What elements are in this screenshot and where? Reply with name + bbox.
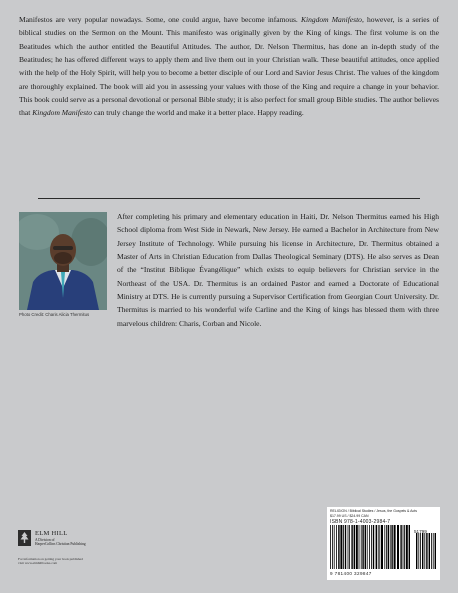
barcode-bar [406, 525, 408, 569]
bisac-category: RELIGION / Biblical Studies / Jesus, the Gospels & Acts [330, 509, 417, 513]
barcode-bar [376, 525, 377, 569]
barcode-addon-bar [424, 533, 425, 569]
barcode-bar [336, 525, 337, 569]
barcode-bar [354, 525, 355, 569]
barcode-bar [386, 525, 387, 569]
barcode-bar [361, 525, 362, 569]
barcode-bar [373, 525, 374, 569]
barcode-bar [332, 525, 333, 569]
barcode-bar [379, 525, 380, 569]
photo-credit: Photo Credit: Charis Alicia Thermitus [19, 312, 90, 317]
barcode-bar [348, 525, 349, 569]
barcode-bar [390, 525, 391, 569]
barcode-bar [330, 525, 331, 569]
barcode-bar [403, 525, 404, 569]
isbn-number: ISBN 978-1-4003-2984-7 [330, 519, 391, 525]
barcode-bar [338, 525, 339, 569]
barcode-bar [388, 525, 389, 569]
back-cover-blurb [19, 13, 439, 120]
barcode-addon-bar [426, 533, 427, 569]
barcode-bar [349, 525, 350, 569]
publisher-name: ELM HILL [35, 530, 68, 537]
barcode-bar [404, 525, 405, 569]
barcode-bar [381, 525, 383, 569]
barcode-addon-bar [422, 533, 423, 569]
barcode-bar [359, 525, 360, 569]
barcode-addon: 51799 [414, 529, 427, 534]
barcode-bar [365, 525, 366, 569]
blurb-text-1: Manifestos are very popular nowadays. Some, one could argue, have become infamous. [19, 15, 301, 24]
publisher-info: For information on getting your book published visit www.elmhillbooks.com [18, 557, 83, 565]
isbn-barcode [327, 507, 440, 580]
barcode-addon-bar [431, 533, 432, 569]
barcode-addon-bar [433, 533, 434, 569]
barcode-bar [343, 525, 344, 569]
barcode-bar [371, 525, 372, 569]
book-title: Kingdom Manifesto [300, 15, 362, 24]
photo-wrap-space [19, 210, 117, 380]
barcode-addon-bar [420, 533, 421, 569]
barcode-addon-bar [429, 533, 430, 569]
price: $17.99 US / $24.99 CAN [330, 514, 369, 518]
barcode-digits: 9 781400 329847 [330, 571, 372, 576]
barcode-bar [369, 525, 370, 569]
author-bio [19, 210, 439, 380]
barcode-bar [351, 525, 352, 569]
barcode-bar [397, 525, 399, 569]
blurb-text-3: can truly change the world and make it a better place. Happy reading. [91, 108, 304, 118]
elm-hill-logo-icon [18, 530, 31, 546]
barcode-bar [394, 525, 396, 569]
barcode-bar [409, 525, 410, 569]
barcode-bar [391, 525, 392, 569]
barcode-addon-bar [418, 533, 419, 569]
barcode-bar [400, 525, 401, 569]
publisher-division: A Division of HarperCollins Christian Publishing [35, 538, 86, 547]
barcode-addon-bar [435, 533, 436, 569]
barcode-bar [356, 525, 358, 569]
book-title: Kingdom Manifesto [32, 108, 92, 118]
author-bio-text: After completing his primary and elementary education in Haiti, Dr. Nelson Thermitus earned his High School diploma from West Side in Newark, New Jersey. He earned a Bachelor in Architecture from New Jersey Institute of Technology. While pursuing his license in Architecture, Dr. Thermitus obtained a Master of Arts in Christian Education from Dallas Theological Seminary (DTS). He also serves as Dean of the “Institut Biblique Évangélique” which exists to equip believers for Christian service in the Northeast of the USA. Dr. Thermitus is an ordained Pastor and earned a Doctorate of Educational Ministry at DTS. He is currently pursuing a Supervisor Certification from Georgian Court University. Dr. Thermitus is married to his wonderful wife Carline and the King of kings has blessed them with three marvelous children: Charis, Corban and Nicole. [117, 212, 439, 328]
barcode-bar [367, 525, 368, 569]
blurb-text-2: , however, is a series of biblical studies on the Sermon on the Mount. This manifesto was originally given by the King of kings. The first volume is on the Beatitudes which the author entitled the Beautiful Attitudes. The author, Dr. Nelson Thermitus, has done an in-depth study of the Beatitudes; he has offered different ways to apply them and live them out in your Christian walk. These beautiful attitudes, once applied with the help of the Holy Spirit, will help you to become a better disciple of our Lord and Savior Jesus Christ. The values of the kingdom are thoroughly explained. The book will aid you in assessing your values with those of the King and require a change in your behavior. This book could serve as a personal devotional or personal Bible study; it is also perfect for small group Bible studies. The author believes that [19, 15, 439, 118]
barcode-bar [334, 525, 335, 569]
divider-rule [38, 198, 420, 199]
barcode-bar [345, 525, 346, 569]
barcode-bar [340, 525, 342, 569]
barcode-bar [362, 525, 363, 569]
barcode-addon-bar [416, 533, 417, 569]
barcode-bar [378, 525, 379, 569]
barcode-bar [384, 525, 385, 569]
